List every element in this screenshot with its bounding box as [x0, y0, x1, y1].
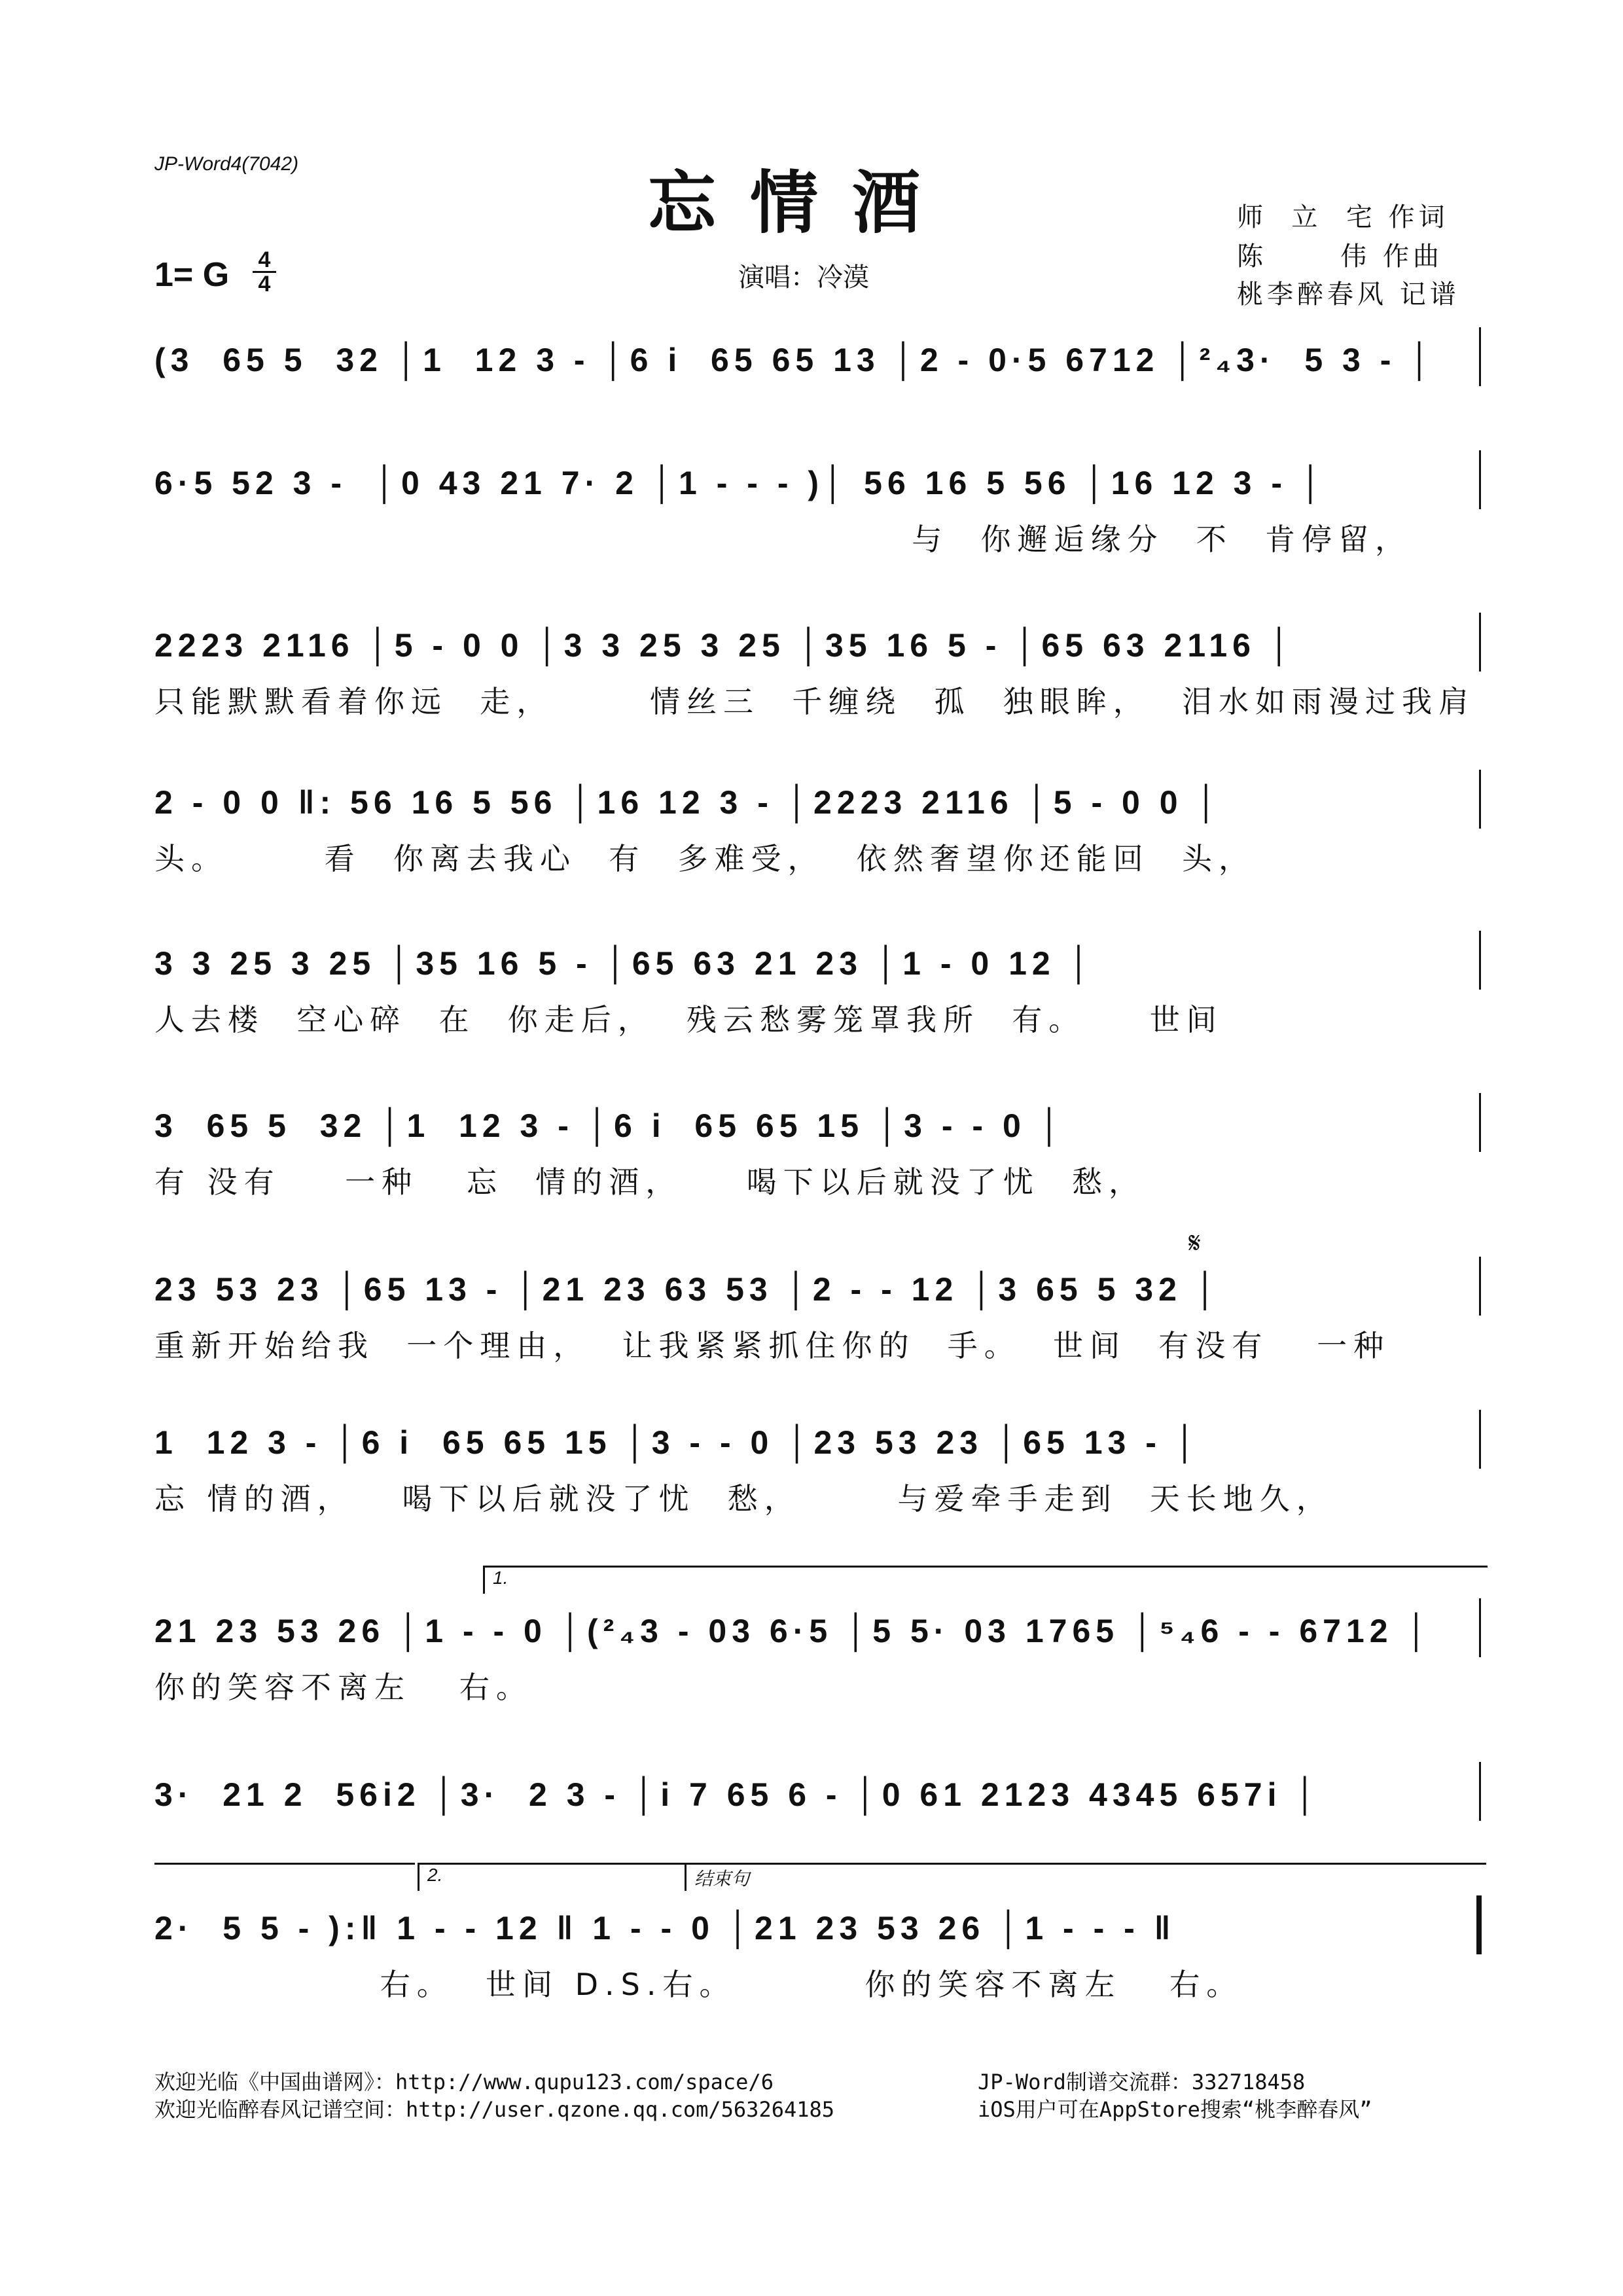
notation-line: 3 65 5 32 │1 12 3 - │6 i 65 65 15 │3 - - 0 │ — [154, 1107, 1066, 1144]
notation-line: 1 12 3 - │6 i 65 65 15 │3 - - 0 │23 53 23 │65 13 - │ — [154, 1424, 1202, 1461]
lyricist-credit: 师 立 宅 作词 — [1237, 202, 1449, 232]
lyrics-line: 人去楼 空心碎 在 你走后， 残云愁雾笼罩我所 有。 世间 — [154, 1002, 1223, 1037]
footer-space-link[interactable]: 欢迎光临醉春风记谱空间：http://user.qzone.qq.com/563264185 — [154, 2097, 835, 2122]
notation-line: 3 3 25 3 25 │35 16 5 - │65 63 21 23 │1 - 0 12 │ — [154, 945, 1096, 982]
lyrics-line: 有 没有 一种 忘 情的酒， 喝下以后就没了忧 愁， — [154, 1164, 1145, 1200]
second-ending-bracket: 2. — [418, 1863, 689, 1891]
barline — [1479, 1410, 1481, 1469]
notation-line: 2 - 0 0 ‖: 56 16 5 56 │16 12 3 - │2223 2116 │5 - 0 0 │ — [154, 784, 1223, 821]
transcriber-credit: 桃李醉春风 记谱 — [1237, 279, 1460, 310]
lyrics-line: 右。 世间 D.S.右。 你的笑容不离左 右。 — [154, 1967, 1243, 2002]
coda-ending-bracket: 结束句 — [685, 1863, 1486, 1891]
footer-group-info: JP-Word制谱交流群：332718458 — [978, 2070, 1306, 2094]
barline — [1479, 1257, 1481, 1316]
barline — [1479, 770, 1481, 829]
page-title: 忘情酒 — [648, 162, 955, 243]
software-label: JP-Word4(7042) — [154, 153, 299, 175]
time-signature-top: 4 — [258, 247, 271, 272]
barline — [1479, 1093, 1481, 1152]
key-signature: 1= G — [154, 256, 230, 294]
composer-credit: 陈 伟 作曲 — [1237, 242, 1444, 272]
singer-credit: 演唱：冷漠 — [738, 262, 869, 293]
barline — [1479, 450, 1481, 509]
segno-sign: 𝄋 — [1188, 1227, 1201, 1260]
barline — [1479, 931, 1481, 990]
notation-line: 3· 21 2 56i2 │3· 2 3 - │i 7 65 6 - │0 61 2123 4345 657i │ — [154, 1776, 1322, 1813]
final-barline — [1476, 1895, 1482, 1954]
notation-line: 21 23 53 26 │1 - - 0 │(²₄3 - 03 6·5 │5 5· 03 1765 │⁵₄6 - - 6712 │ — [154, 1613, 1433, 1649]
notation-line: (3 65 5 32 │1 12 3 - │6 i 65 65 13 │2 - 0·5 6712 │²₄3· 5 3 - │ — [154, 342, 1436, 378]
notation-line: 2· 5 5 - ):‖ 1 - - 12 ‖ 1 - - 0 │21 23 53 26 │1 - - - ‖ — [154, 1910, 1176, 1946]
footer-appstore-info: iOS用户可在AppStore搜索“桃李醉春风” — [978, 2097, 1372, 2122]
lyrics-line: 只能默默看着你远 走， 情丝三 千缠绕 孤 独眼眸， 泪水如雨漫过我肩 — [154, 684, 1475, 719]
lyrics-line: 重新开始给我 一个理由， 让我紧紧抓住你的 手。 世间 有没有 一种 — [154, 1328, 1391, 1363]
lyrics-line: 你的笑容不离左 右。 — [154, 1670, 533, 1705]
time-signature — [253, 249, 276, 295]
barline — [1479, 327, 1481, 386]
notation-line: 6·5 52 3 - │0 43 21 7· 2 │1 - - - )│ 56 16 5 56 │16 12 3 - │ — [154, 465, 1328, 501]
notation-line: 23 53 23 │65 13 - │21 23 63 53 │2 - - 12 │3 65 5 32 │ — [154, 1271, 1222, 1308]
barline — [1479, 1598, 1481, 1657]
repeat-span-line — [154, 1863, 415, 1865]
first-ending-bracket: 1. — [483, 1566, 1488, 1594]
barline — [1479, 1762, 1481, 1821]
footer-site-link[interactable]: 欢迎光临《中国曲谱网》：http://www.qupu123.com/space/6 — [154, 2070, 774, 2094]
lyrics-line: 头。 看 你离去我心 有 多难受， 依然奢望你还能回 头， — [154, 841, 1255, 876]
time-signature-bottom: 4 — [253, 271, 276, 295]
lyrics-line: 与 你邂逅缘分 不 肯停留， — [154, 522, 1412, 557]
barline — [1479, 613, 1481, 672]
notation-line: 2223 2116 │5 - 0 0 │3 3 25 3 25 │35 16 5 - │65 63 2116 │ — [154, 627, 1296, 664]
lyrics-line: 忘 情的酒， 喝下以后就没了忧 愁， 与爱牵手走到 天长地久， — [154, 1481, 1333, 1516]
